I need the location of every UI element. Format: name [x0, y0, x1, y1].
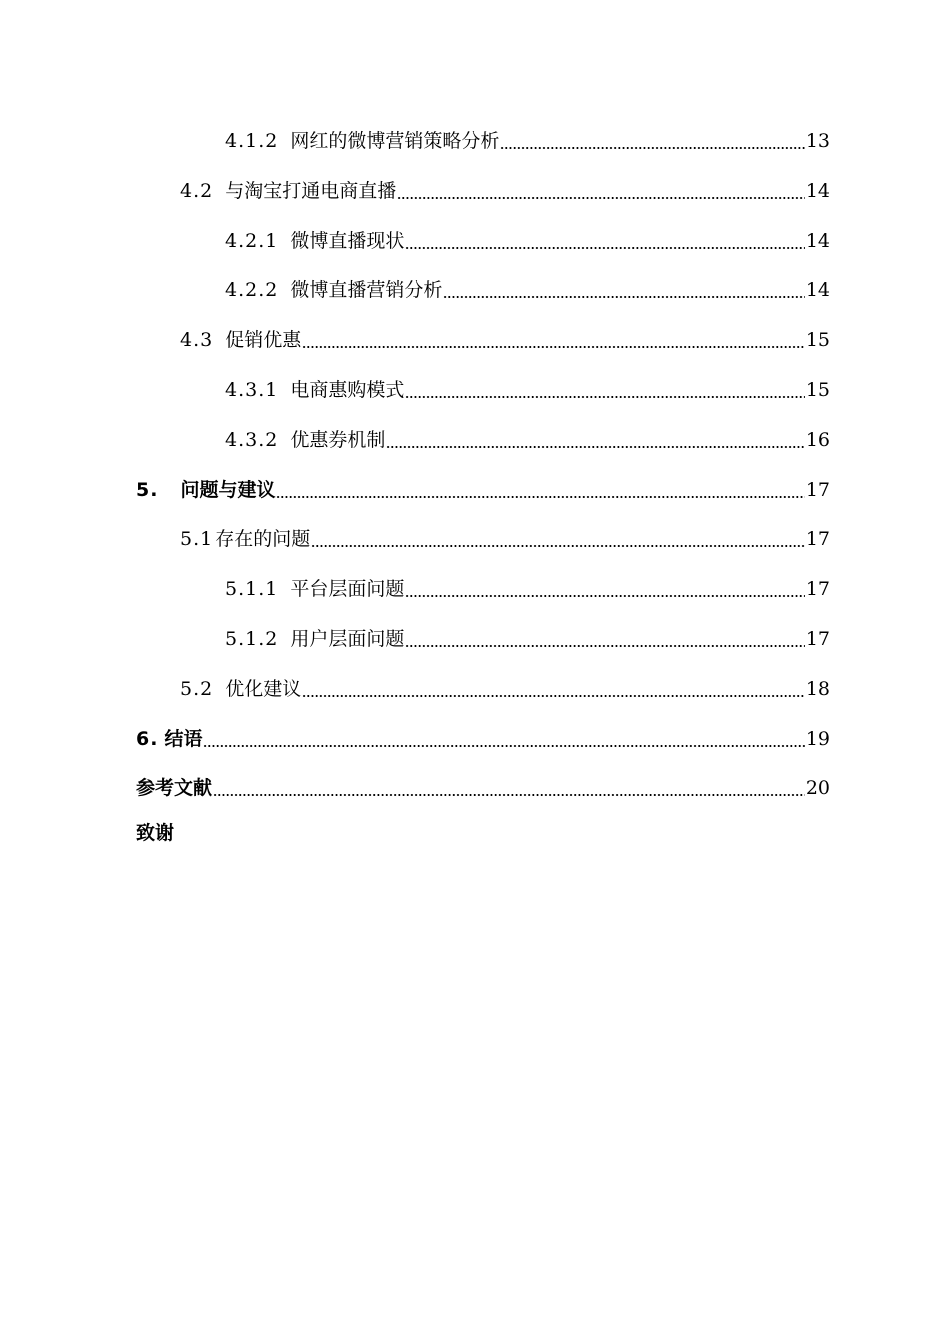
toc-entry-page-number: 20	[805, 777, 830, 800]
toc-line	[0, 176, 950, 206]
toc-entry-title: 问题与建议	[180, 478, 276, 501]
toc-entry-number: 4.1.2	[225, 130, 279, 152]
toc-entry-title: 优惠券机制	[290, 428, 386, 451]
toc-dot-leader	[405, 247, 804, 249]
toc-line	[0, 425, 950, 455]
toc-dot-leader	[405, 396, 804, 398]
toc-line	[0, 524, 950, 554]
toc-dot-leader	[500, 147, 804, 149]
toc-line	[0, 325, 950, 355]
toc-entry[interactable]	[180, 176, 830, 206]
toc-line	[0, 475, 950, 505]
toc-entry[interactable]	[180, 325, 830, 355]
toc-entry-page-number: 17	[805, 478, 830, 501]
toc-line	[0, 624, 950, 654]
toc-entry-page-number: 19	[805, 727, 830, 750]
toc-entry-page-number: 14	[805, 229, 830, 252]
toc-entry[interactable]	[225, 375, 830, 405]
toc-dot-leader	[405, 645, 804, 647]
toc-entry[interactable]	[136, 724, 830, 754]
toc-entry-number: 4.2.2	[225, 279, 279, 302]
toc-entry-title: 优化建议	[225, 677, 302, 700]
toc-entry[interactable]	[136, 818, 830, 848]
toc-entry-number: 4.2.1	[225, 229, 279, 252]
toc-entry[interactable]	[225, 275, 830, 305]
toc-entry-number: 4.3.1	[225, 379, 279, 401]
toc-entry[interactable]	[225, 226, 830, 256]
toc-entry-number: 4.3.2	[225, 428, 279, 451]
toc-line	[0, 724, 950, 754]
toc-entry-number: 6.	[136, 727, 159, 750]
toc-entry[interactable]	[136, 773, 830, 803]
toc-dot-leader	[386, 446, 804, 448]
toc-line	[0, 375, 950, 405]
toc-entry-page-number: 17	[805, 628, 830, 650]
toc-entry-title: 用户层面问题	[290, 628, 405, 650]
toc-entry-page-number: 15	[805, 329, 830, 352]
toc-entry-number: 5.	[136, 478, 159, 501]
toc-line	[0, 773, 950, 803]
toc-dot-leader	[213, 794, 805, 796]
toc-entry-page-number: 17	[805, 528, 830, 551]
toc-entry-number: 4.3	[180, 329, 214, 352]
toc-entry-title: 网红的微博营销策略分析	[290, 130, 500, 152]
toc-entry-page-number: 16	[805, 428, 830, 451]
toc-dot-leader	[397, 197, 805, 199]
toc-entry-title: 存在的问题	[215, 528, 311, 551]
toc-entry-title: 致谢	[136, 822, 175, 845]
toc-entry[interactable]	[180, 524, 830, 554]
toc-entry-number: 5.1.1	[225, 578, 279, 601]
toc-entry-title: 微博直播现状	[290, 229, 405, 252]
toc-dot-leader	[302, 695, 805, 697]
toc-entry-page-number: 15	[805, 379, 830, 401]
toc-entry-page-number: 14	[805, 179, 830, 202]
toc-dot-leader	[311, 545, 805, 547]
toc-entry-title: 促销优惠	[225, 329, 302, 352]
toc-entry[interactable]	[225, 624, 830, 654]
toc-line	[0, 674, 950, 704]
toc-dot-leader	[405, 595, 804, 597]
toc-entry[interactable]	[225, 126, 830, 156]
toc-line	[0, 126, 950, 156]
toc-entry-page-number: 17	[805, 578, 830, 601]
toc-entry-number: 5.2	[180, 677, 214, 700]
toc-entry-number: 5.1	[180, 528, 214, 551]
toc-entry-title: 微博直播营销分析	[290, 279, 443, 302]
toc-entry-page-number: 13	[805, 130, 830, 152]
toc-line	[0, 275, 950, 305]
toc-entry-number: 4.2	[180, 179, 214, 202]
toc-dot-leader	[443, 296, 804, 298]
toc-entry[interactable]	[225, 574, 830, 604]
toc-entry-title: 参考文献	[136, 777, 213, 800]
toc-entry-title: 结语	[164, 727, 203, 750]
toc-entry-title: 平台层面问题	[290, 578, 405, 601]
toc-entry-number: 5.1.2	[225, 628, 279, 650]
toc-entry-title: 电商惠购模式	[290, 379, 405, 401]
toc-entry-title: 与淘宝打通电商直播	[225, 179, 397, 202]
toc-dot-leader	[276, 496, 804, 498]
toc-entry-page-number: 14	[805, 279, 830, 302]
toc-dot-leader	[302, 346, 805, 348]
toc-entry[interactable]	[225, 425, 830, 455]
toc-line	[0, 574, 950, 604]
toc-entry-page-number: 18	[805, 677, 830, 700]
toc-line	[0, 818, 950, 848]
toc-entry[interactable]	[180, 674, 830, 704]
toc-line	[0, 226, 950, 256]
toc-entry[interactable]	[136, 475, 830, 505]
toc-dot-leader	[203, 745, 804, 747]
